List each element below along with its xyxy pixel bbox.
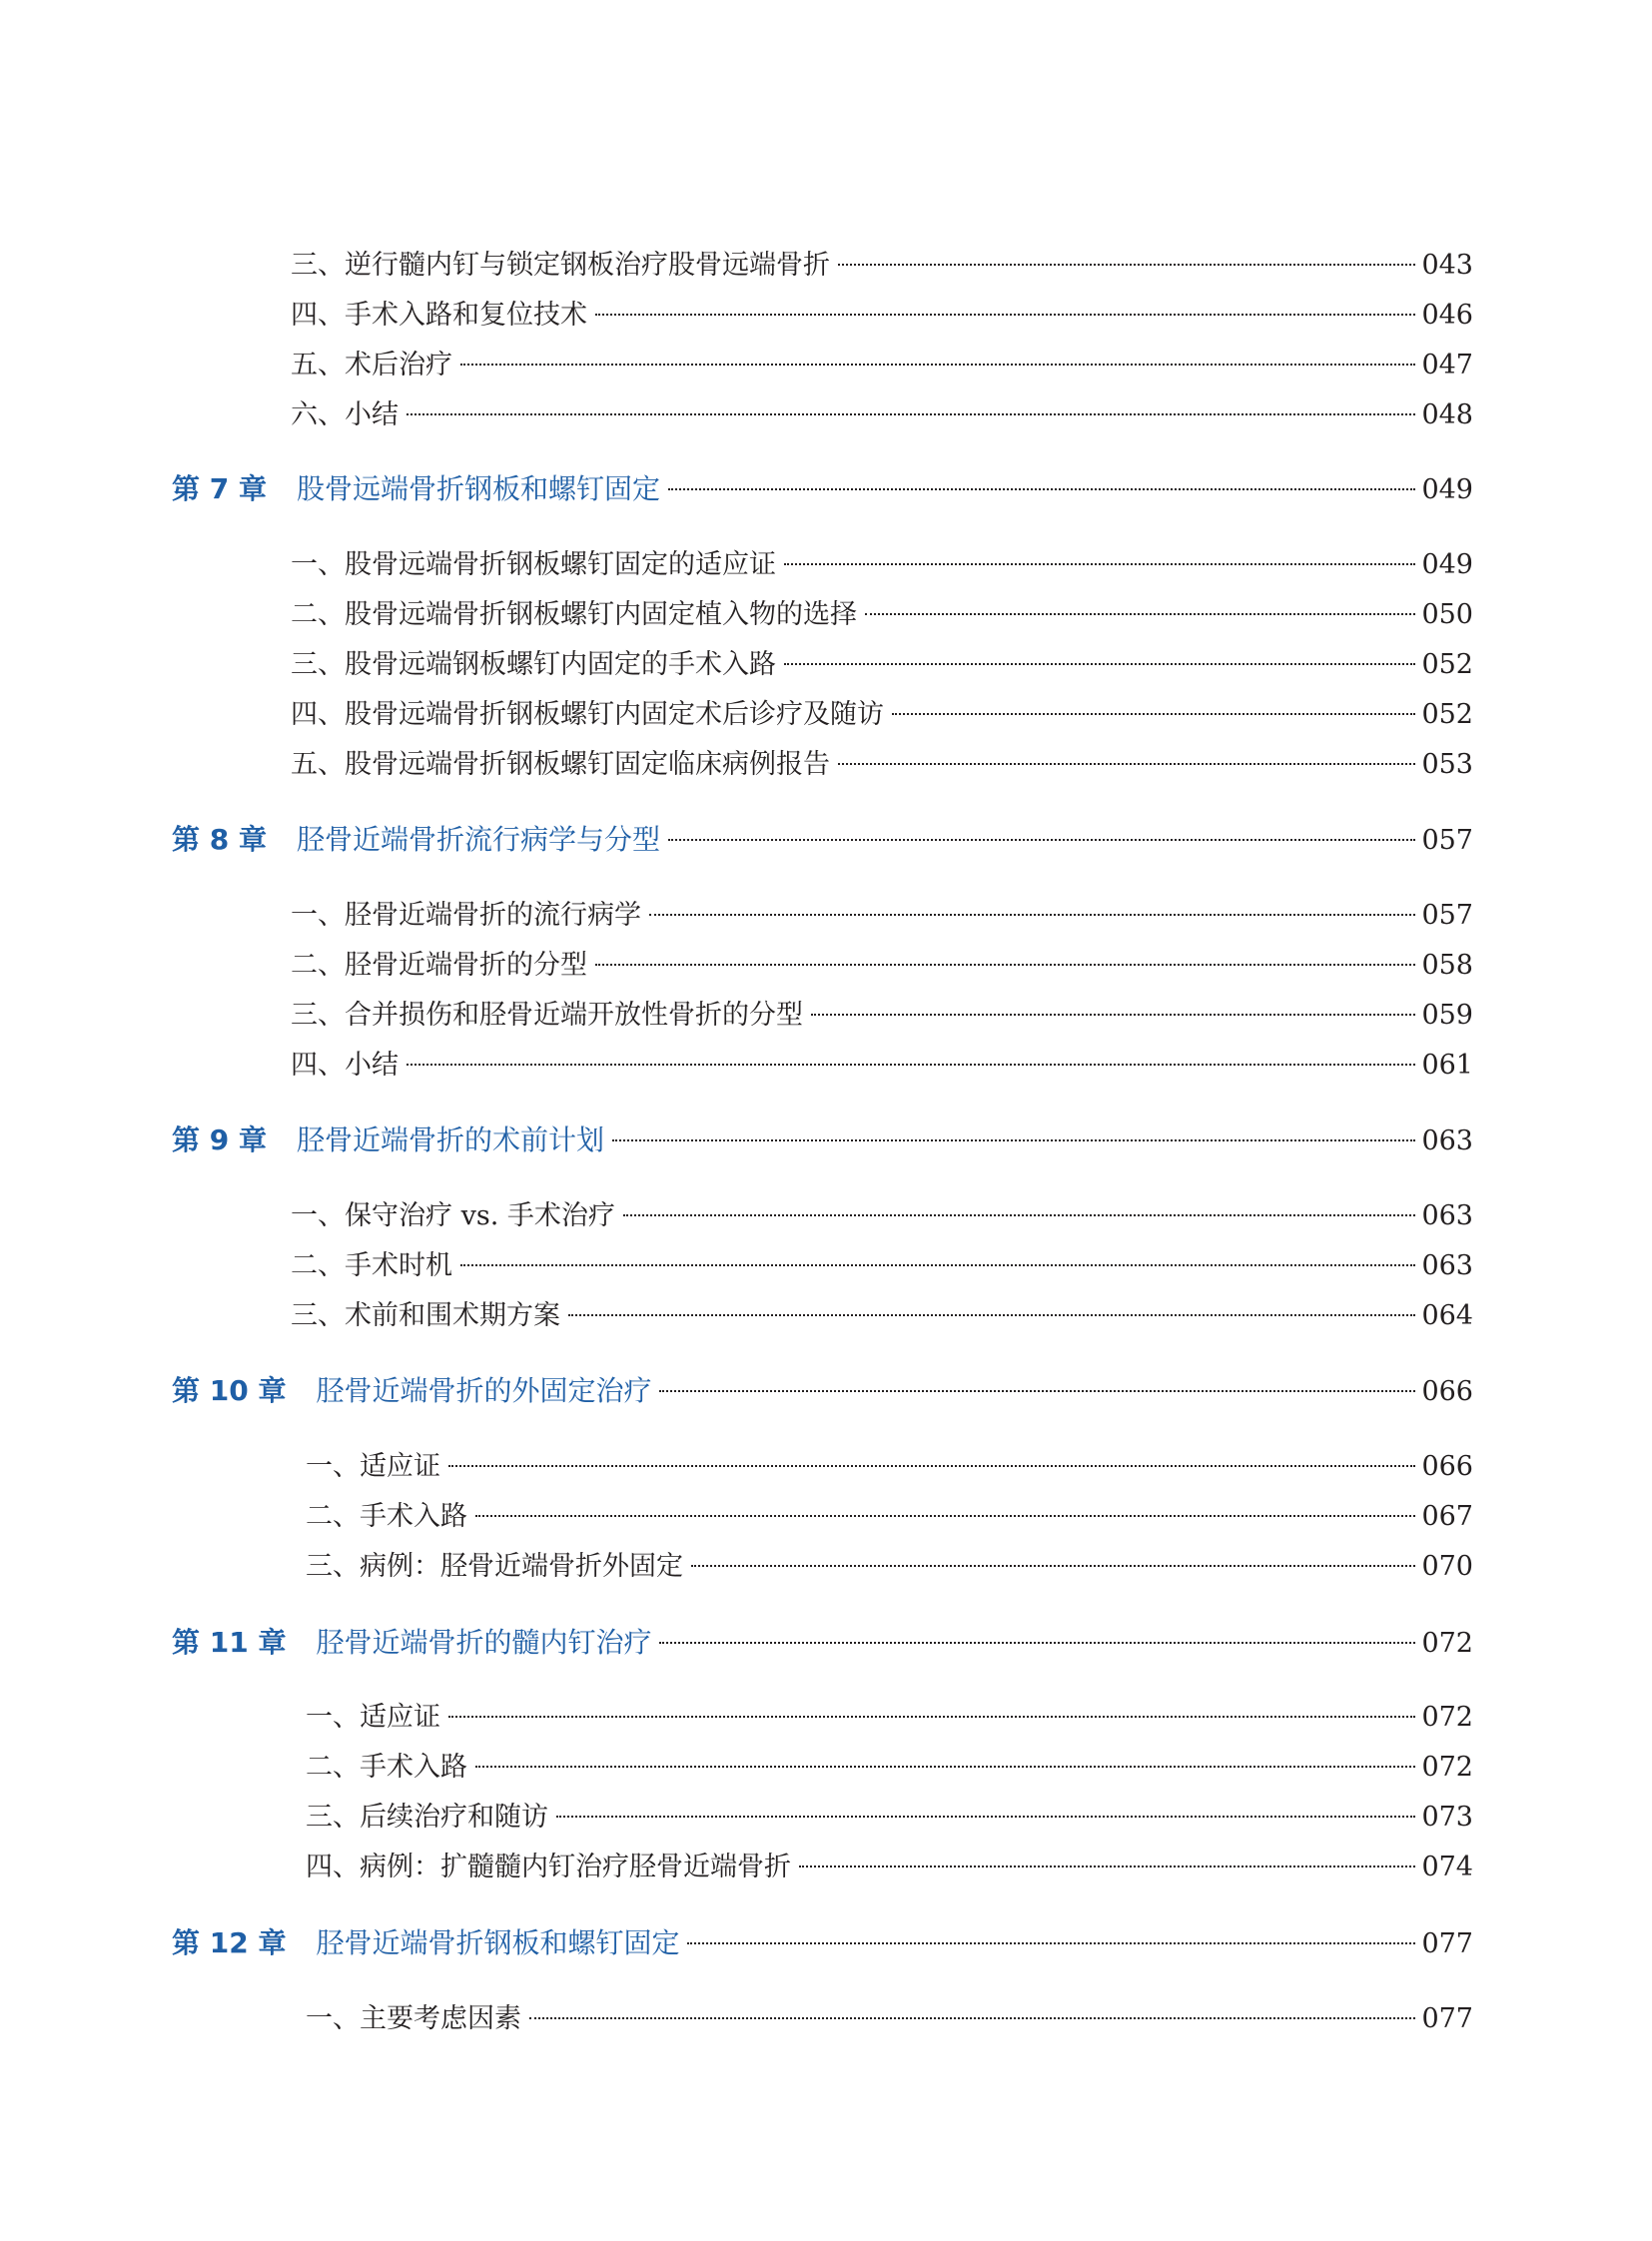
dot-leader bbox=[568, 1314, 1415, 1316]
toc-entry[interactable] bbox=[291, 645, 1473, 685]
dot-leader bbox=[865, 613, 1415, 615]
dot-leader bbox=[448, 1465, 1415, 1467]
toc-entry-title: 四、股骨远端骨折钢板螺钉内固定术后诊疗及随访 bbox=[291, 699, 884, 730]
toc-entry-page: 050 bbox=[1421, 599, 1473, 630]
toc-entry-title: 二、胫骨近端骨折的分型 bbox=[291, 950, 587, 981]
dot-leader bbox=[448, 1716, 1415, 1718]
toc-entry[interactable] bbox=[291, 695, 1473, 735]
toc-entry-title: 五、术后治疗 bbox=[291, 350, 452, 380]
toc-entry-page: 048 bbox=[1421, 399, 1473, 430]
toc-entry-page: 067 bbox=[1421, 1501, 1473, 1532]
toc-entry-title: 二、股骨远端骨折钢板螺钉内固定植入物的选择 bbox=[291, 599, 857, 630]
toc-chapter-entry[interactable] bbox=[172, 1120, 1473, 1160]
dot-leader bbox=[659, 1642, 1415, 1644]
toc-entry-title: 四、病例：扩髓髓内钉治疗胫骨近端骨折 bbox=[306, 1852, 791, 1882]
toc-entry-title: 二、手术时机 bbox=[291, 1250, 452, 1281]
chapter-number: 第 7 章 bbox=[172, 472, 267, 505]
toc-entry[interactable] bbox=[291, 545, 1473, 585]
toc-entry-page: 072 bbox=[1421, 1752, 1473, 1783]
toc-entry-title: 三、逆行髓内钉与锁定钢板治疗股骨远端骨折 bbox=[291, 250, 830, 281]
toc-entry[interactable] bbox=[291, 946, 1473, 986]
toc-chapter-entry[interactable] bbox=[172, 820, 1473, 860]
toc-entry-page: 072 bbox=[1421, 1628, 1473, 1659]
toc-chapter-entry[interactable] bbox=[172, 1623, 1473, 1663]
toc-entry[interactable] bbox=[291, 1296, 1473, 1336]
toc-entry-page: 077 bbox=[1421, 1928, 1473, 1959]
dot-leader bbox=[407, 413, 1415, 415]
toc-entry[interactable] bbox=[306, 1497, 1473, 1537]
dot-leader bbox=[784, 563, 1415, 565]
dot-leader bbox=[460, 364, 1415, 366]
toc-entry-title: 四、小结 bbox=[291, 1050, 399, 1081]
toc-entry[interactable] bbox=[291, 246, 1473, 286]
dot-leader bbox=[687, 1942, 1415, 1944]
toc-entry-title: 一、主要考虑因素 bbox=[306, 2003, 521, 2034]
toc-entry-title: 六、小结 bbox=[291, 399, 399, 430]
toc-entry-page: 063 bbox=[1421, 1125, 1473, 1156]
dot-leader bbox=[659, 1390, 1415, 1392]
dot-leader bbox=[475, 1515, 1415, 1517]
toc-entry[interactable] bbox=[306, 1748, 1473, 1788]
toc-entry[interactable] bbox=[306, 1848, 1473, 1887]
toc-entry-title: 三、术前和围术期方案 bbox=[291, 1300, 560, 1331]
toc-entry-page: 072 bbox=[1421, 1702, 1473, 1733]
toc-chapter-entry[interactable] bbox=[172, 1923, 1473, 1963]
chapter-title: 胫骨近端骨折流行病学与分型 bbox=[296, 823, 660, 856]
toc-entry-page: 052 bbox=[1421, 649, 1473, 680]
chapter-title: 胫骨近端骨折的外固定治疗 bbox=[316, 1374, 652, 1407]
toc-entry[interactable] bbox=[291, 346, 1473, 385]
dot-leader bbox=[460, 1264, 1415, 1266]
toc-entry-title: 五、股骨远端骨折钢板螺钉固定临床病例报告 bbox=[291, 749, 830, 780]
dot-leader bbox=[475, 1766, 1415, 1768]
toc-entry[interactable] bbox=[291, 1196, 1473, 1236]
dot-leader bbox=[811, 1014, 1415, 1016]
dot-leader bbox=[838, 264, 1415, 266]
toc-entry-title: 二、手术入路 bbox=[306, 1752, 467, 1783]
dot-leader bbox=[892, 713, 1415, 715]
toc-entry-page: 049 bbox=[1421, 549, 1473, 580]
toc-entry-title: 一、适应证 bbox=[306, 1451, 440, 1482]
dot-leader bbox=[649, 914, 1415, 916]
dot-leader bbox=[556, 1816, 1415, 1818]
toc-entry[interactable] bbox=[291, 395, 1473, 435]
toc-entry[interactable] bbox=[291, 1246, 1473, 1286]
toc-entry[interactable] bbox=[306, 1698, 1473, 1738]
toc-entry-page: 073 bbox=[1421, 1802, 1473, 1833]
toc-entry-title: 三、后续治疗和随访 bbox=[306, 1802, 548, 1833]
toc-entry-page: 046 bbox=[1421, 300, 1473, 331]
chapter-number: 第 8 章 bbox=[172, 823, 267, 856]
toc-entry[interactable] bbox=[291, 896, 1473, 936]
toc-entry[interactable] bbox=[306, 1999, 1473, 2039]
dot-leader bbox=[595, 314, 1415, 316]
chapter-number: 第 11 章 bbox=[172, 1626, 287, 1659]
toc-entry-page: 064 bbox=[1421, 1300, 1473, 1331]
chapter-number: 第 12 章 bbox=[172, 1926, 287, 1959]
toc-entry-page: 077 bbox=[1421, 2003, 1473, 2034]
toc-entry-page: 047 bbox=[1421, 350, 1473, 380]
toc-entry[interactable] bbox=[291, 745, 1473, 785]
dot-leader bbox=[612, 1139, 1415, 1141]
dot-leader bbox=[691, 1565, 1415, 1567]
dot-leader bbox=[668, 839, 1415, 841]
toc-entry[interactable] bbox=[291, 996, 1473, 1036]
chapter-number: 第 9 章 bbox=[172, 1123, 267, 1156]
toc-entry[interactable] bbox=[291, 595, 1473, 635]
toc-entry-page: 058 bbox=[1421, 950, 1473, 981]
chapter-title: 胫骨近端骨折的术前计划 bbox=[296, 1123, 604, 1156]
toc-entry-page: 074 bbox=[1421, 1852, 1473, 1882]
dot-leader bbox=[784, 663, 1415, 665]
toc-entry-page: 066 bbox=[1421, 1451, 1473, 1482]
dot-leader bbox=[838, 763, 1415, 765]
toc-entry[interactable] bbox=[306, 1447, 1473, 1487]
toc-entry-title: 三、股骨远端钢板螺钉内固定的手术入路 bbox=[291, 649, 776, 680]
toc-entry-page: 061 bbox=[1421, 1050, 1473, 1081]
toc-entry[interactable] bbox=[306, 1547, 1473, 1587]
dot-leader bbox=[799, 1866, 1415, 1868]
dot-leader bbox=[668, 488, 1415, 490]
toc-entry-title: 三、病例：胫骨近端骨折外固定 bbox=[306, 1551, 683, 1582]
chapter-number: 第 10 章 bbox=[172, 1374, 287, 1407]
toc-entry-title: 一、适应证 bbox=[306, 1702, 440, 1733]
chapter-title: 股骨远端骨折钢板和螺钉固定 bbox=[296, 472, 660, 505]
toc-entry-page: 043 bbox=[1421, 250, 1473, 281]
toc-entry-title: 一、胫骨近端骨折的流行病学 bbox=[291, 900, 641, 931]
toc-entry-title: 三、合并损伤和胫骨近端开放性骨折的分型 bbox=[291, 1000, 803, 1031]
toc-entry-page: 063 bbox=[1421, 1250, 1473, 1281]
dot-leader bbox=[623, 1214, 1416, 1216]
toc-chapter-entry[interactable] bbox=[172, 1371, 1473, 1411]
toc-entry-title: 四、手术入路和复位技术 bbox=[291, 300, 587, 331]
toc-entry-page: 052 bbox=[1421, 699, 1473, 730]
dot-leader bbox=[529, 2017, 1415, 2019]
toc-entry-page: 066 bbox=[1421, 1376, 1473, 1407]
toc-entry[interactable] bbox=[291, 296, 1473, 336]
chapter-title: 胫骨近端骨折的髓内钉治疗 bbox=[316, 1626, 652, 1659]
toc-entry-page: 070 bbox=[1421, 1551, 1473, 1582]
toc-entry-page: 057 bbox=[1421, 825, 1473, 856]
chapter-title: 胫骨近端骨折钢板和螺钉固定 bbox=[316, 1926, 680, 1959]
toc-entry-page: 059 bbox=[1421, 1000, 1473, 1031]
toc-entry-title: 一、股骨远端骨折钢板螺钉固定的适应证 bbox=[291, 549, 776, 580]
toc-entry[interactable] bbox=[306, 1798, 1473, 1838]
toc-chapter-entry[interactable] bbox=[172, 469, 1473, 509]
toc-entry-page: 057 bbox=[1421, 900, 1473, 931]
dot-leader bbox=[407, 1064, 1415, 1066]
toc-entry-page: 049 bbox=[1421, 474, 1473, 505]
dot-leader bbox=[595, 964, 1415, 966]
toc-entry-title: 一、保守治疗 vs. 手术治疗 bbox=[291, 1200, 615, 1231]
toc-entry[interactable] bbox=[291, 1046, 1473, 1086]
toc-entry-page: 063 bbox=[1421, 1200, 1473, 1231]
toc-entry-page: 053 bbox=[1421, 749, 1473, 780]
toc-entry-title: 二、手术入路 bbox=[306, 1501, 467, 1532]
